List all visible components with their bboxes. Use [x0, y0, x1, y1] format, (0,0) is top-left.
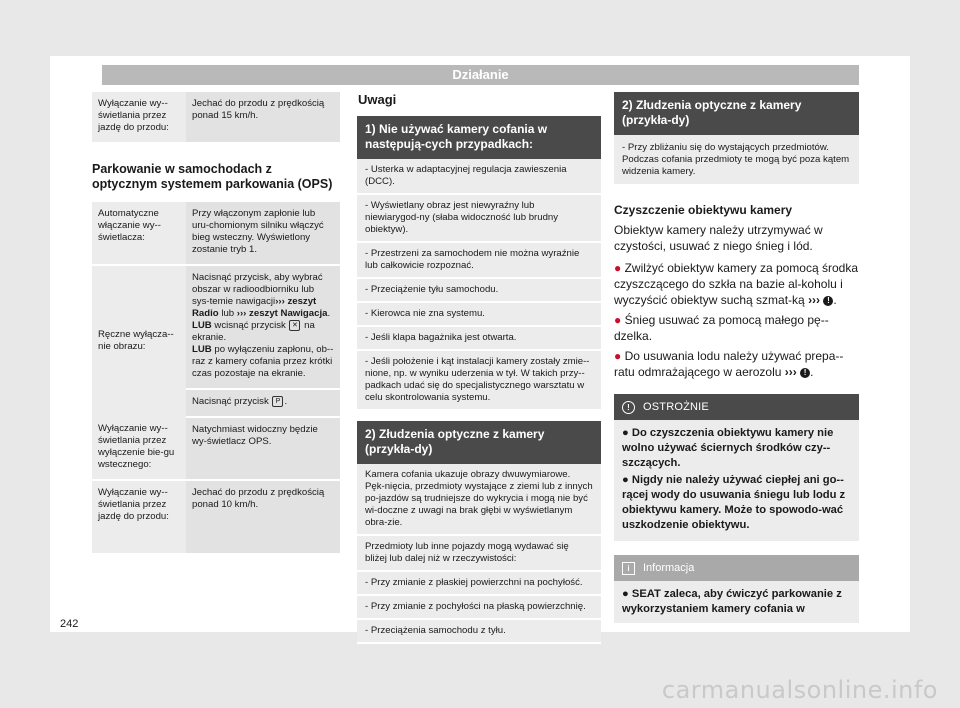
list-item: - Jeśli klapa bagażnika jest otwarta. — [357, 327, 601, 351]
text: . — [284, 396, 288, 408]
text: Do czyszczenia obiektywu kamery nie wolno używać ściernych środków czy-szczących. — [622, 427, 834, 469]
column-right — [614, 92, 859, 623]
list-item: - Wyświetlany obraz jest niewyraźny lub niewiarygod-ny (słaba widoczność lub brudny obiektyw). — [357, 195, 601, 243]
table-forward-15 — [92, 92, 340, 142]
table-key: Wyłączanie wy-świetlania przez wyłączenie bie-gu wstecznego: — [92, 417, 186, 480]
table-value — [186, 389, 340, 417]
panel-heading-do-not-use: 1) Nie używać kamery cofania w następują-cych przypadkach: — [357, 116, 601, 159]
info-icon: i — [622, 562, 635, 575]
text: Śnieg usuwać za pomocą małego pę-dzelka. — [614, 313, 829, 343]
panel-heading-illusions-cont: 2) Złudzenia optyczne z kamery (przykła-dy) — [614, 92, 859, 135]
bullet-icon: ● — [622, 588, 629, 600]
bullet-item — [614, 260, 859, 308]
close-key-icon: ✕ — [289, 320, 300, 331]
table-value: Jechać do przodu z prędkością ponad 10 km/h. — [186, 480, 340, 553]
text: SEAT zaleca, aby ćwiczyć parkowanie z wykorzystaniem kamery cofania w — [622, 588, 842, 615]
text-lub: LUB — [192, 320, 212, 332]
list-item — [622, 426, 851, 471]
text: Zwilżyć obiektyw kamery za pomocą środka czyszczącego do szkła na bazie al-koholu i wyczyścić obiektyw suchą szmat-ką — [614, 261, 859, 307]
text: po wyłączeniu zapłonu, ob-raz z kamery cofania przez krótki czas pozostaje na ekranie. — [192, 344, 334, 380]
text: wcisnąć przycisk — [211, 320, 289, 332]
section-title-ops: Parkowanie w samochodach z optycznym systemem parkowania (OPS) — [92, 162, 333, 191]
text: Nacisnąć przycisk — [192, 396, 272, 408]
warning-icon: ! — [622, 401, 635, 414]
text: . — [327, 308, 331, 319]
list-item: - Przestrzeni za samochodem nie można wyraźnie lub całkowicie rozpoznać. — [357, 243, 601, 279]
caution-heading — [614, 394, 859, 420]
list-item: - Przy zbliżaniu się do wystających przedmiotów. Podczas cofania przedmioty te mogą być poza kątem widzenia kamery. — [614, 135, 859, 186]
caution-title: OSTROŻNIE — [643, 401, 709, 413]
info-title: Informacja — [643, 562, 695, 574]
text: na ekranie. — [192, 320, 315, 344]
info-body — [614, 581, 859, 623]
bullet-icon: ● — [622, 427, 629, 439]
list-item: - Kierowca nie zna systemu. — [357, 303, 601, 327]
list-item: - Przy zmianie z płaskiej powierzchni na pochyłość. — [357, 572, 601, 596]
table-key: Ręczne wyłącza-nie obrazu: — [92, 265, 186, 417]
page-header: Działanie — [102, 65, 859, 85]
bullet-item — [614, 348, 859, 380]
bullet-item — [614, 312, 859, 344]
text-lub: LUB — [192, 344, 212, 356]
table-key: Wyłączanie wy-świetlania przez jazdę do przodu: — [92, 480, 186, 553]
bullet-icon: ● — [614, 313, 622, 327]
bullet-icon: ● — [614, 349, 622, 363]
ref-link-navigation: zeszyt Nawigacja — [246, 308, 328, 319]
section-title-cleaning: Czyszczenie obiektywu kamery — [614, 203, 793, 217]
list-item: - Jeśli położenie i kąt instalacji kamery zostały zmie-nione, np. w wyniku uderzenia w tył. W takich przy-padkach udać się do specjalistycznego warsztatu w celu skontrolowania systemu. — [357, 351, 601, 411]
panel-list-illusions — [357, 464, 601, 644]
table-value: Przy włączonym zapłonie lub uru-chomionym silniku włączyć bieg wsteczny. Wyświetlony zostanie tryb 1. — [186, 202, 340, 265]
text: . — [833, 293, 837, 307]
parking-key-icon: P — [272, 396, 283, 407]
watermark: carmanualsonline.info — [661, 676, 938, 704]
panel-list-do-not-use — [357, 159, 601, 411]
text: Do usuwania lodu należy używać prepa-ratu odmrażającego w aerozolu — [614, 349, 844, 379]
table-ops — [92, 202, 340, 553]
ref-link-radio: zeszyt Radio — [192, 296, 317, 319]
table-key: Automatyczne włączanie wy-świetlacza: — [92, 202, 186, 265]
list-item — [622, 587, 851, 617]
paragraph: Obiektyw kamery należy utrzymywać w czystości, usuwać z niego śnieg i lód. — [614, 223, 823, 253]
caution-body — [614, 420, 859, 541]
warning-ref-icon: ! — [800, 368, 810, 378]
warning-ref-icon: ! — [823, 296, 833, 306]
ref-arrows: ››› — [275, 296, 285, 307]
list-item: - Przy zmianie z pochyłości na płaską powierzchnię. — [357, 596, 601, 620]
ref-arrows: ››› — [808, 293, 821, 307]
list-item — [622, 473, 851, 533]
column-left — [92, 92, 340, 553]
ref-arrows: ››› — [236, 308, 247, 319]
list-item: - Przeciążenia samochodu z tyłu. — [357, 620, 601, 644]
text: lub — [221, 308, 237, 319]
list-item: Przedmioty lub inne pojazdy mogą wydawać się bliżej lub dalej niż w rzeczywistości: — [357, 536, 601, 572]
table-key: Wyłączanie wy-świetlania przez jazdę do przodu: — [92, 92, 186, 142]
list-item: - Przeciążenie tyłu samochodu. — [357, 279, 601, 303]
bullet-icon: ● — [614, 261, 622, 275]
text: . — [810, 365, 814, 379]
page-number: 242 — [60, 618, 79, 630]
list-item: Kamera cofania ukazuje obrazy dwuwymiarowe. Pęk-nięcia, przedmioty wystające z ziemi lub z innych po-jazdów są trudniejsze do wykrycia i mogą nie być wi-doczne z uwagi na brak głębi w wyświetlanym obra-zie. — [357, 464, 601, 536]
table-value: Natychmiast widoczny będzie wy-świetlacz OPS. — [186, 417, 340, 480]
list-item: - Usterka w adaptacyjnej regulacja zawieszenia (DCC). — [357, 159, 601, 195]
text: Nigdy nie należy używać ciepłej ani go-rącej wody do usuwania śniegu lub lodu z obiektywu kamery. Może to spowodo-wać uszkodzenie obiektywu. — [622, 474, 846, 531]
table-value — [186, 265, 340, 389]
notes-heading: Uwagi — [358, 92, 397, 107]
column-middle — [357, 92, 601, 644]
table-value: Jechać do przodu z prędkością ponad 15 km/h. — [186, 92, 340, 142]
info-heading — [614, 555, 859, 581]
panel-heading-illusions: 2) Złudzenia optyczne z kamery (przykła-dy) — [357, 421, 601, 464]
bullet-icon: ● — [622, 474, 629, 486]
text: Nacisnąć przycisk, aby wybrać obszar w radioodbiorniku lub sys-temie nawigacji — [192, 272, 323, 307]
ref-arrows: ››› — [784, 365, 797, 379]
